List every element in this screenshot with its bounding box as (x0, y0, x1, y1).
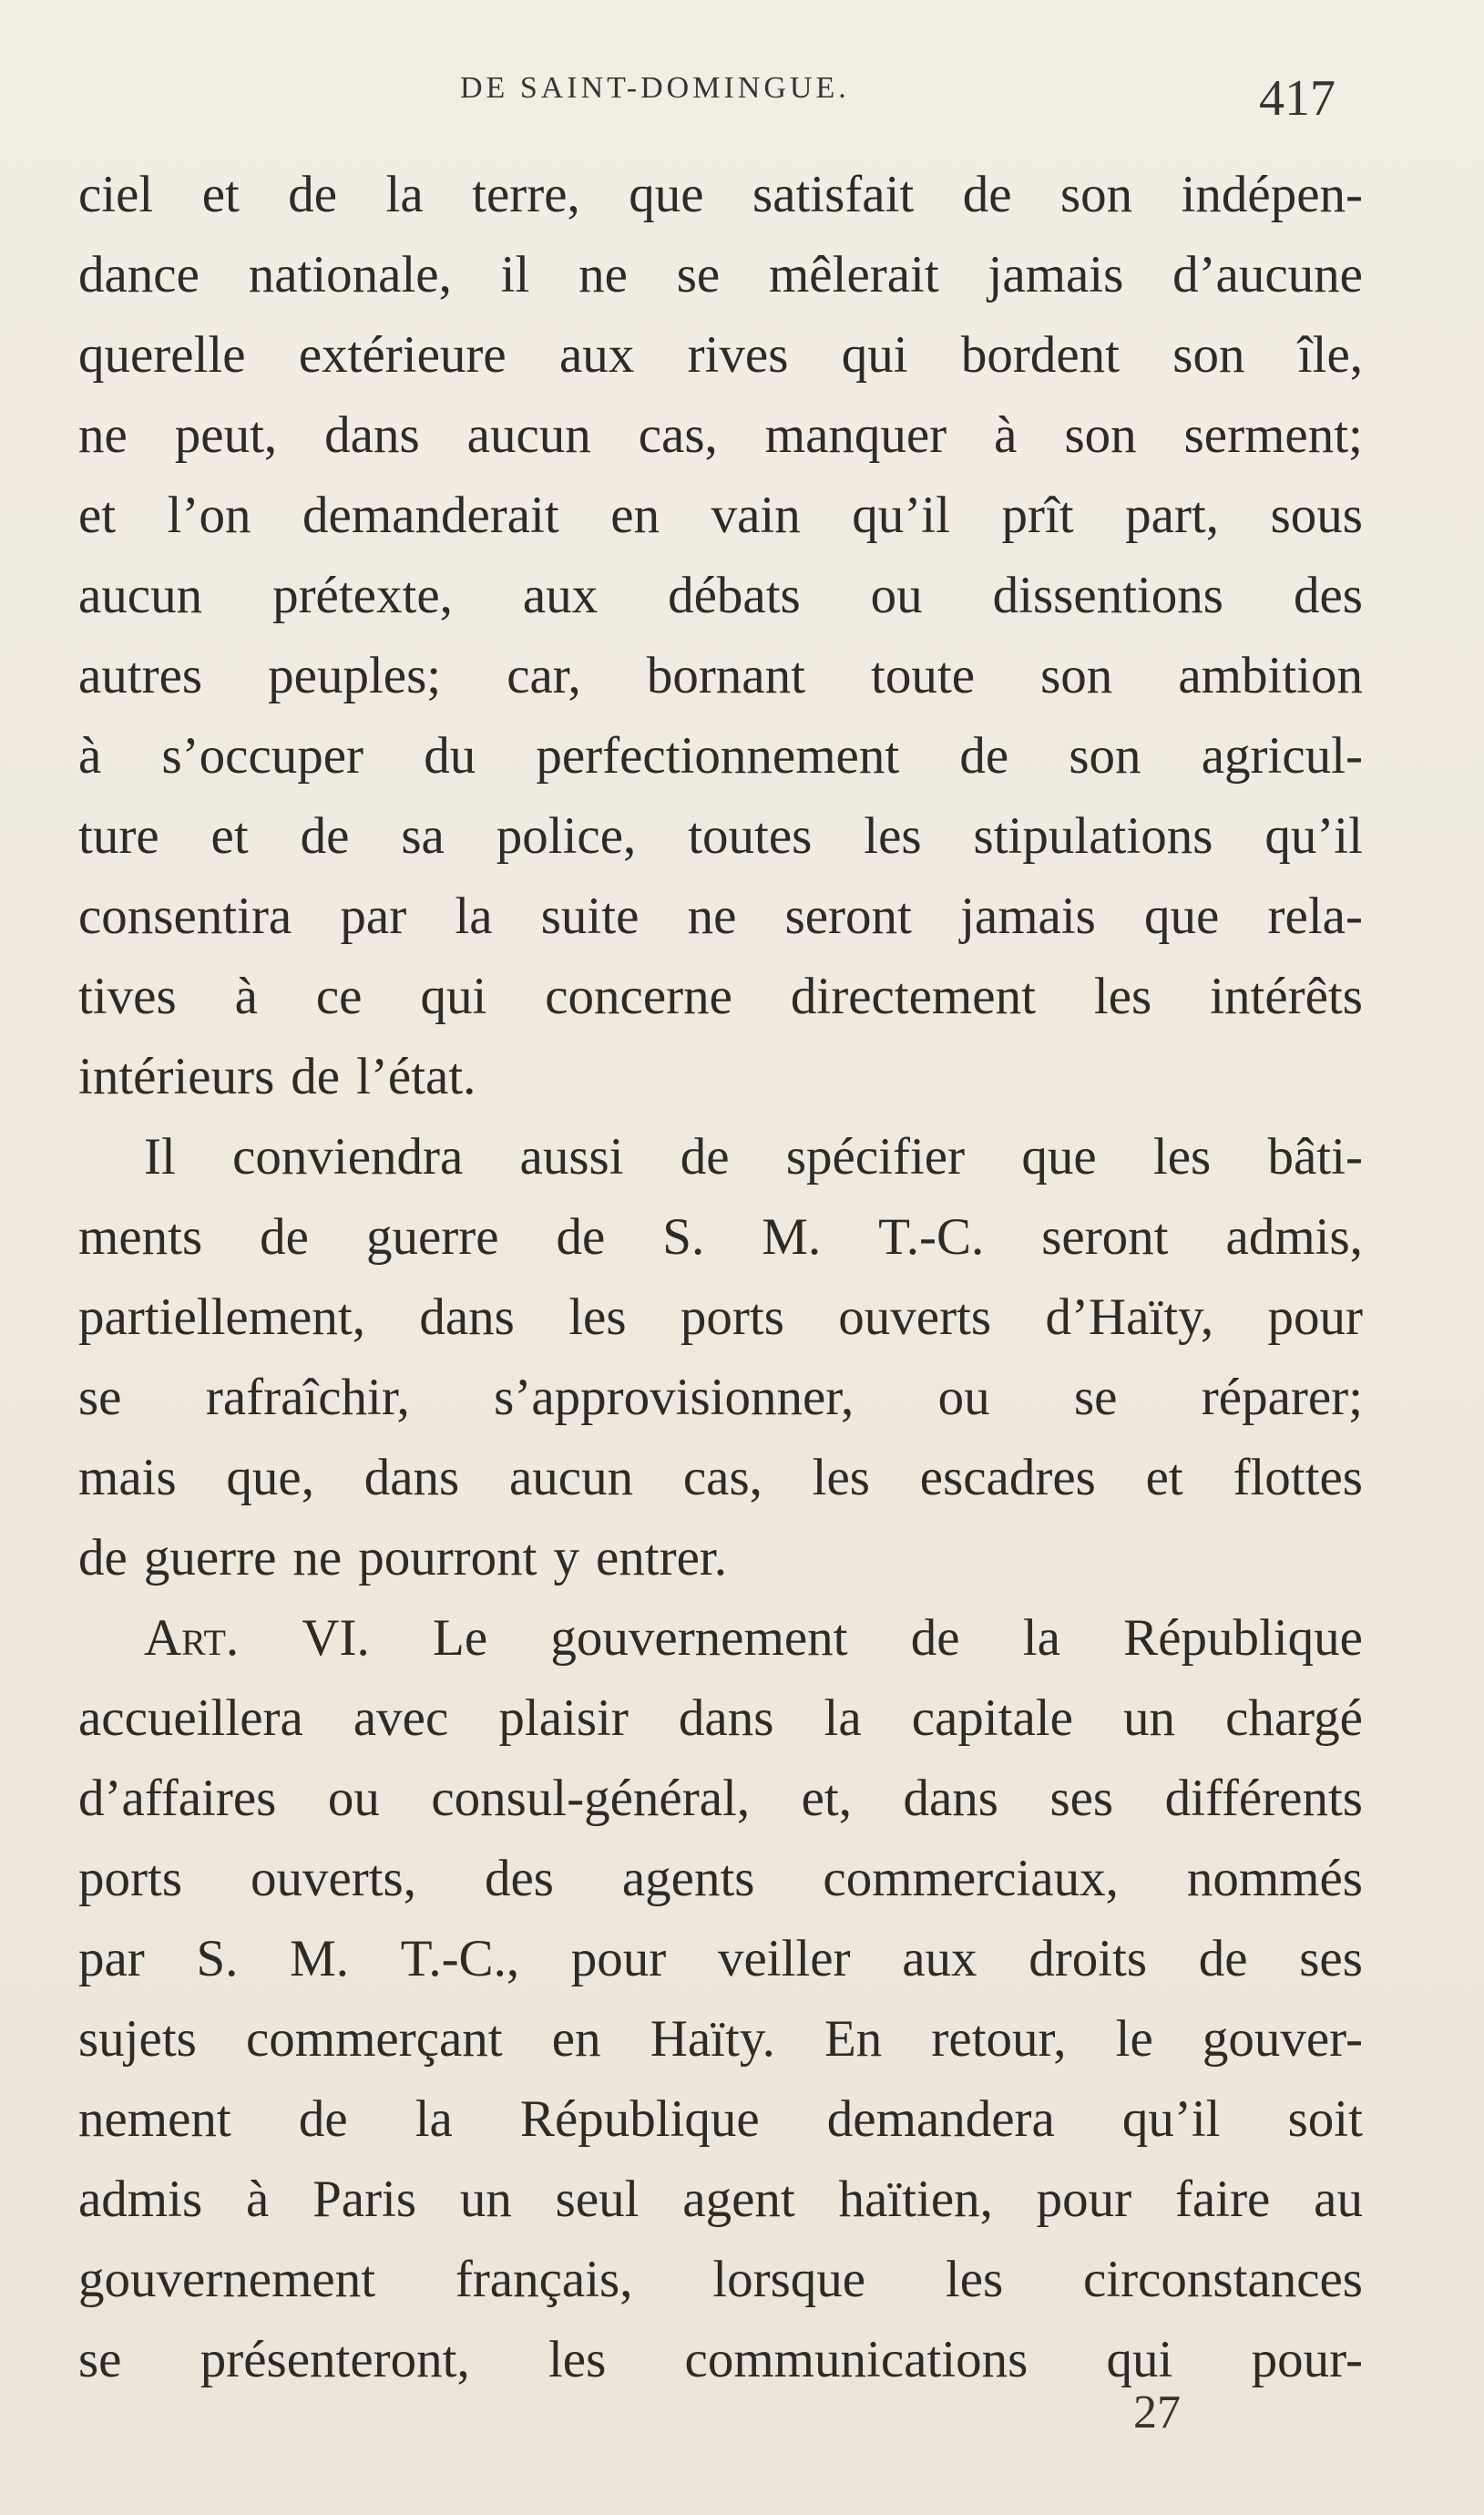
body-text (78, 155, 1363, 2400)
text-line: sujets commerçant en Haïty. En retour, le gouver- (78, 2010, 1363, 2068)
text-line: se présenteront, les communications qui pour- (78, 2331, 1363, 2388)
text-line: mais que, dans aucun cas, les escadres et flottes (78, 1449, 1363, 1506)
page-number: 417 (1259, 70, 1336, 127)
text-line: aucun prétexte, aux débats ou dissentions des (78, 567, 1363, 624)
running-title: DE SAINT-DOMINGUE. (460, 71, 850, 105)
text-line: partiellement, dans les ports ouverts d’Haïty, pour (78, 1288, 1363, 1346)
signature-mark: 27 (1133, 2387, 1181, 2438)
text-line: se rafraîchir, s’approvisionner, ou se réparer; (78, 1369, 1363, 1426)
text-line: intérieurs de l’état. (78, 1048, 476, 1105)
text-line: et l’on demanderait en vain qu’il prît part, sous (78, 487, 1363, 544)
text-line: admis à Paris un seul agent haïtien, pour faire au (78, 2171, 1363, 2228)
text-line: de guerre ne pourront y entrer. (78, 1529, 728, 1586)
text-line: par S. M. T.-C., pour veiller aux droits de ses (78, 1930, 1363, 1987)
text-line: ports ouverts, des agents commerciaux, nommés (78, 1850, 1363, 1907)
text-line: Art. VI. Le gouvernement de la République (78, 1598, 1363, 1678)
text-line: autres peuples; car, bornant toute son ambition (78, 647, 1363, 704)
text-line: nement de la République demandera qu’il soit (78, 2090, 1363, 2148)
text-line: ture et de sa police, toutes les stipulations qu’il (78, 807, 1363, 865)
article-label: Art. (144, 1609, 240, 1667)
text-line: ciel et de la terre, que satisfait de son indépen- (78, 166, 1363, 223)
text-line: Il conviendra aussi de spécifier que les bâti- (144, 1128, 1363, 1186)
text-line: dance nationale, il ne se mêlerait jamais d’aucune (78, 246, 1363, 303)
text-line: gouvernement français, lorsque les circonstances (78, 2251, 1363, 2308)
text-line: ne peut, dans aucun cas, manquer à son serment; (78, 406, 1363, 464)
text-line: querelle extérieure aux rives qui bordent son île, (78, 326, 1363, 384)
text-line: consentira par la suite ne seront jamais que rela- (78, 888, 1363, 945)
text-line: tives à ce qui concerne directement les intérêts (78, 968, 1363, 1025)
text-line: accueillera avec plaisir dans la capitale un chargé (78, 1689, 1363, 1747)
text-line: ments de guerre de S. M. T.-C. seront admis, (78, 1208, 1363, 1266)
text-line: à s’occuper du perfectionnement de son agricul- (78, 727, 1363, 785)
text-line: d’affaires ou consul-général, et, dans ses différents (78, 1770, 1363, 1827)
